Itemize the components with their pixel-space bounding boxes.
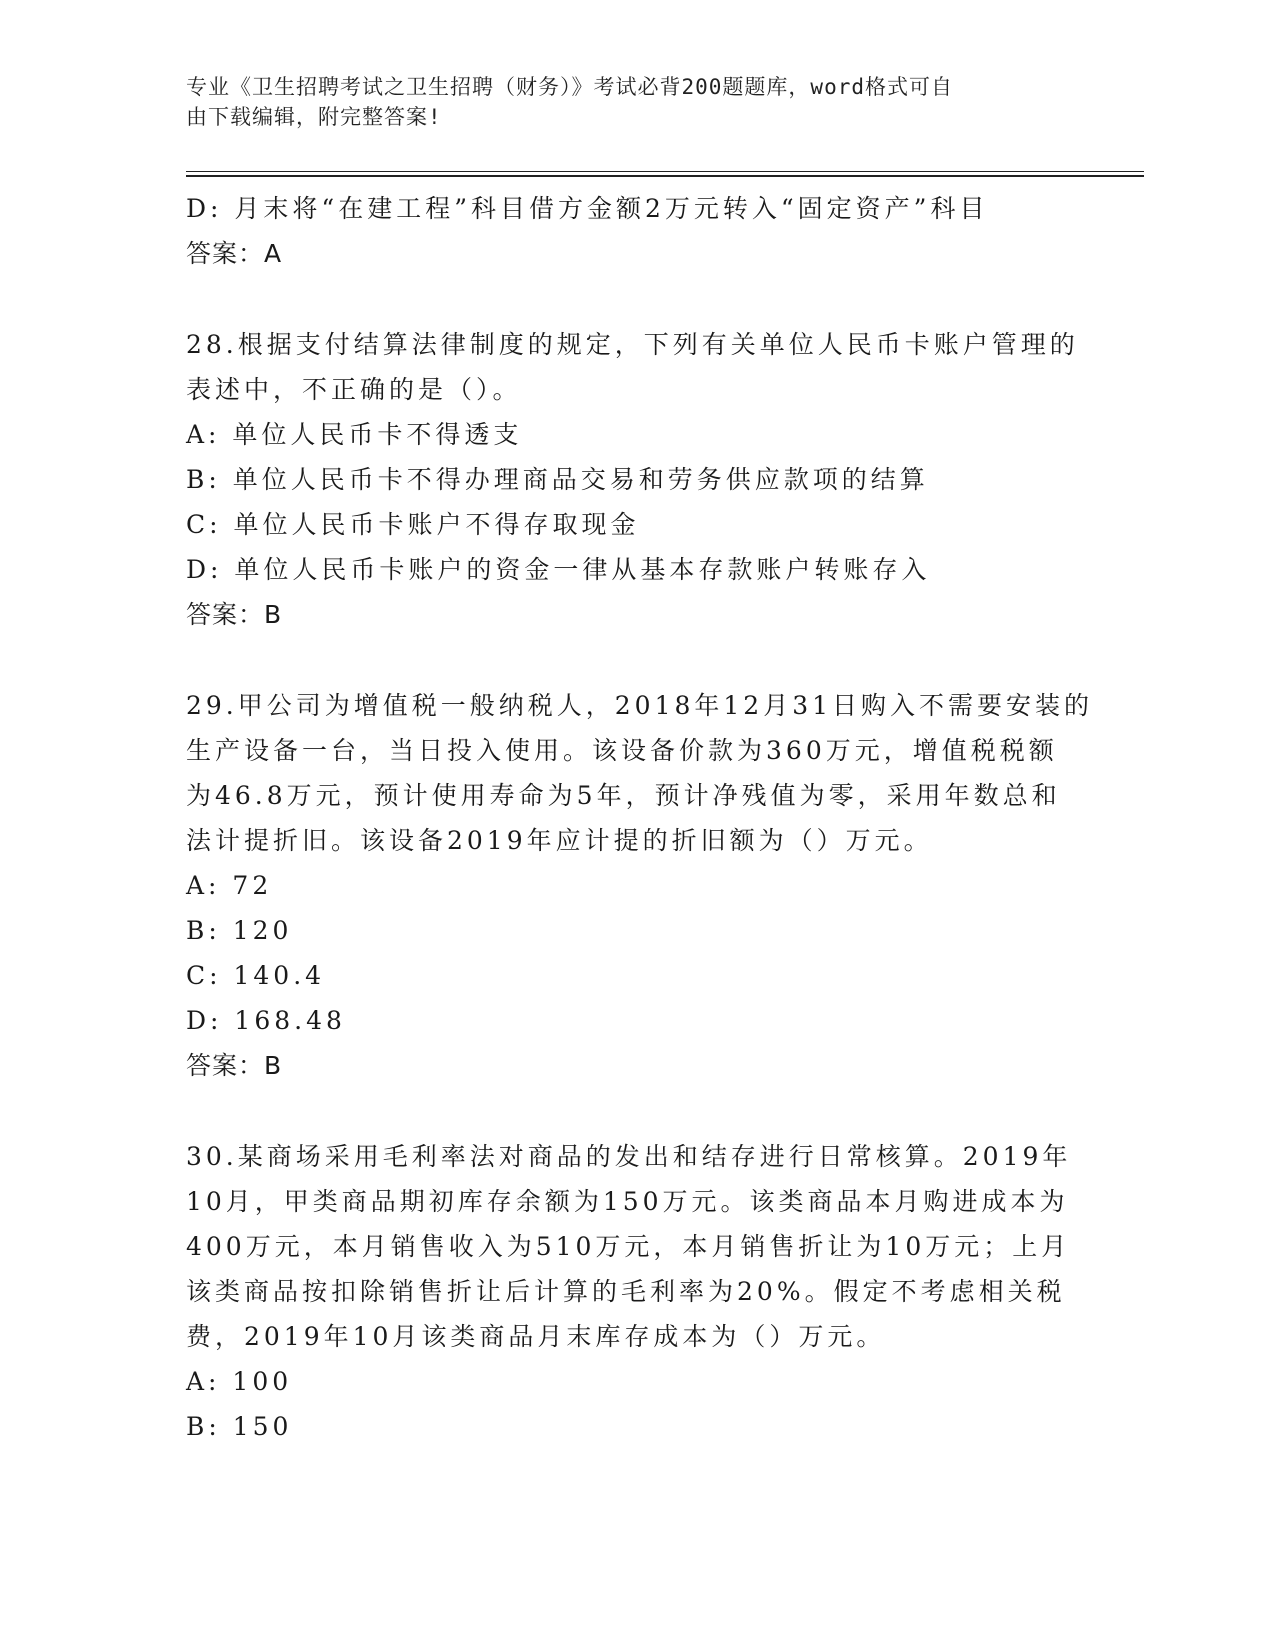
question-29: [186, 683, 1094, 1088]
q29-option-a: A: 72: [186, 871, 273, 900]
question-28: [186, 322, 1086, 637]
q29-stem-line-3: 为46.8万元，预计使用寿命为5年，预计净残值为零，采用年数总和: [186, 781, 1061, 810]
q30-option-a: A: 100: [186, 1367, 293, 1396]
header-rule-top: [186, 171, 1144, 172]
q30-stem-line-1: 30.某商场采用毛利率法对商品的发出和结存进行日常核算。2019年: [186, 1142, 1072, 1171]
question-27-tail: [186, 186, 1086, 276]
question-list: [186, 186, 1094, 1449]
q29-option-b: B: 120: [186, 916, 293, 945]
document-header: [186, 72, 1066, 132]
header-line-1: 专业《卫生招聘考试之卫生招聘（财务）》考试必背200题题库，word格式可自: [186, 75, 953, 99]
q30-stem-line-4: 该类商品按扣除销售折让后计算的毛利率为20%。假定不考虑相关税: [186, 1277, 1066, 1306]
q28-stem-line-2: 表述中，不正确的是（）。: [186, 375, 522, 404]
q29-stem-line-4: 法计提折旧。该设备2019年应计提的折旧额为（）万元。: [186, 826, 933, 855]
q29-option-d: D: 168.48: [186, 1006, 346, 1035]
q30-stem-line-5: 费，2019年10月该类商品月末库存成本为（）万元。: [186, 1322, 886, 1351]
q30-stem-line-2: 10月，甲类商品期初库存余额为150万元。该类商品本月购进成本为: [186, 1187, 1069, 1216]
q28-option-a: A: 单位人民币卡不得透支: [186, 420, 523, 449]
q28-option-b: B: 单位人民币卡不得办理商品交易和劳务供应款项的结算: [186, 465, 929, 494]
q28-option-d: D: 单位人民币卡账户的资金一律从基本存款账户转账存入: [186, 555, 931, 584]
q29-stem-line-2: 生产设备一台，当日投入使用。该设备价款为360万元，增值税税额: [186, 736, 1058, 765]
q28-answer: 答案：B: [186, 600, 283, 629]
q28-stem-line-1: 28.根据支付结算法律制度的规定，下列有关单位人民币卡账户管理的: [186, 330, 1079, 359]
q29-answer: 答案：B: [186, 1051, 283, 1080]
q30-stem-line-3: 400万元，本月销售收入为510万元，本月销售折让为10万元；上月: [186, 1232, 1071, 1261]
q27-answer: 答案：A: [186, 239, 283, 268]
q29-option-c: C: 140.4: [186, 961, 326, 990]
q29-stem-line-1: 29.甲公司为增值税一般纳税人，2018年12月31日购入不需要安装的: [186, 691, 1094, 720]
q28-option-c: C: 单位人民币卡账户不得存取现金: [186, 510, 640, 539]
header-rule-bottom: [186, 175, 1144, 177]
header-line-2: 由下载编辑，附完整答案!: [186, 105, 442, 129]
q30-option-b: B: 150: [186, 1412, 293, 1441]
question-30: [186, 1134, 1086, 1449]
q27-option-d: D: 月末将“在建工程”科目借方金额2万元转入“固定资产”科目: [186, 194, 989, 223]
